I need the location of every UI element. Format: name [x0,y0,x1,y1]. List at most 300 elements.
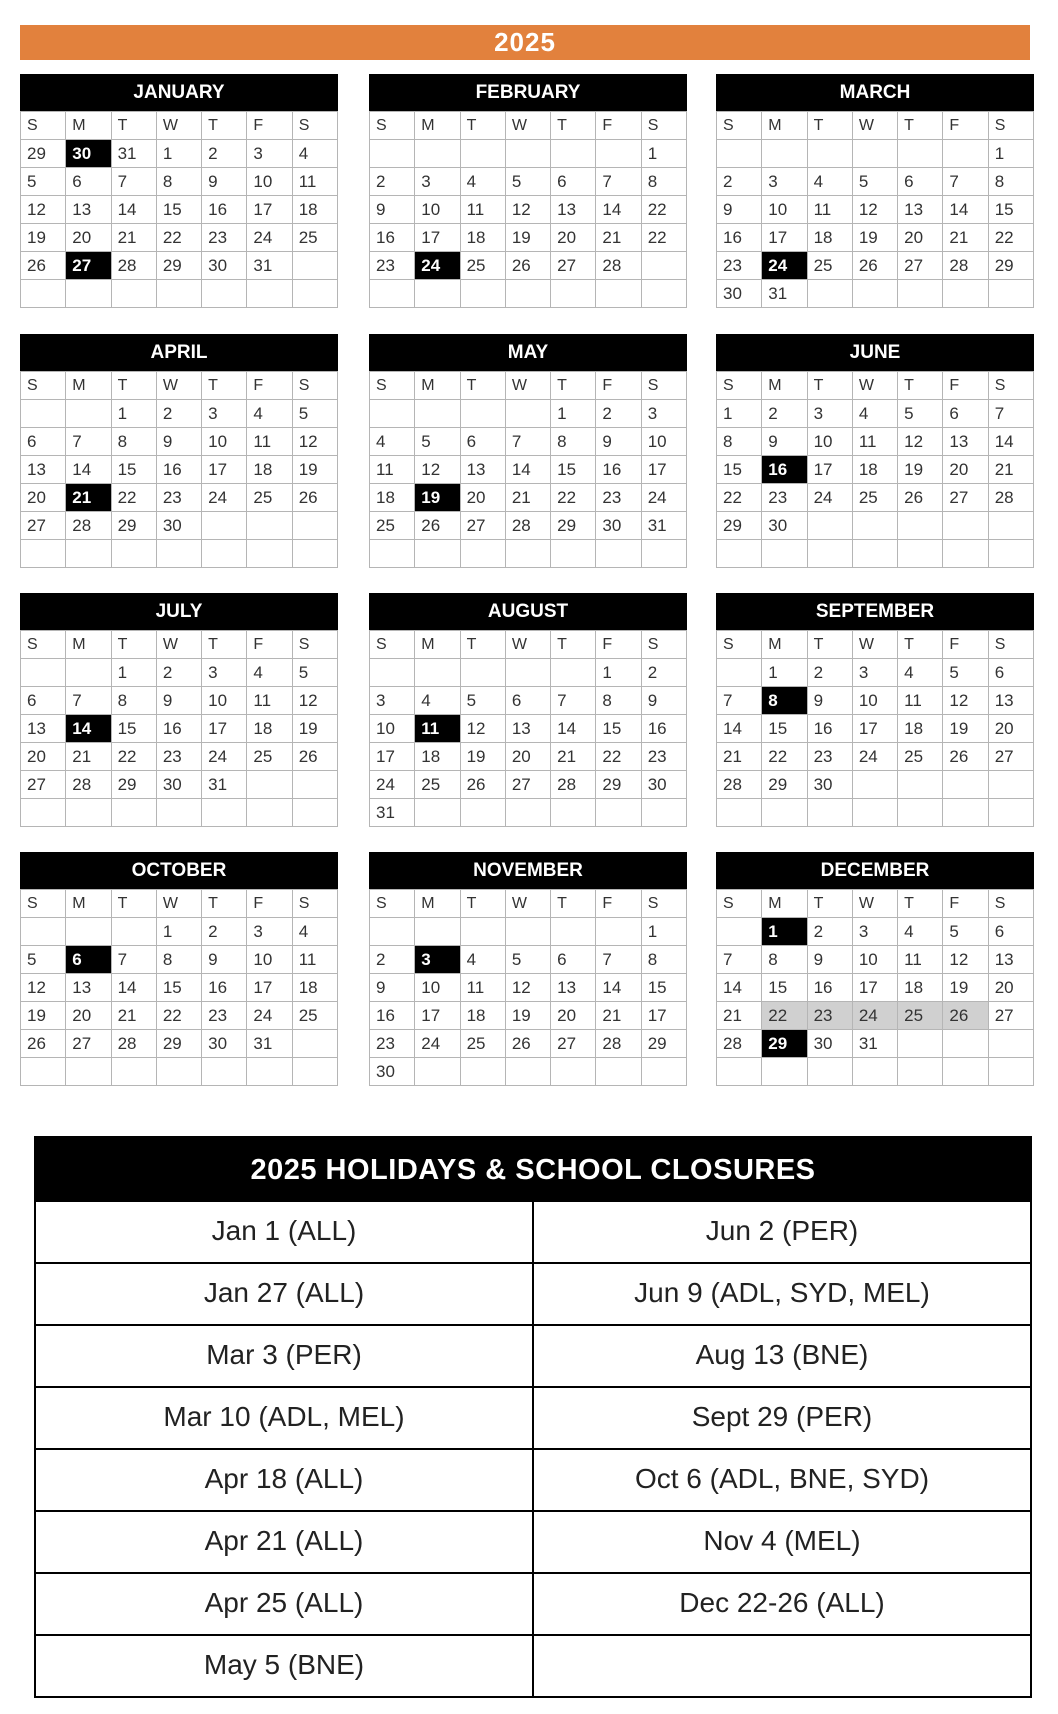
holiday-row [36,1386,1030,1448]
day-cell: 17 [852,715,897,743]
day-cell: 21 [111,224,156,252]
day-cell: 1 [111,400,156,428]
day-cell [505,280,550,308]
weekday-label: S [21,890,66,918]
week-row [717,771,1034,799]
weekday-label: F [247,890,292,918]
day-cell: 8 [551,428,596,456]
day-cell: 15 [641,974,686,1002]
day-cell [988,1030,1033,1058]
day-cell: 6 [943,400,988,428]
week-row [370,540,687,568]
weekday-label: T [551,631,596,659]
day-cell: 5 [21,946,66,974]
day-cell [852,799,897,827]
day-cell: 17 [370,743,415,771]
day-cell: 15 [156,974,201,1002]
weekday-label: F [247,372,292,400]
day-cell [988,771,1033,799]
day-cell: 30 [202,252,247,280]
week-row [717,659,1034,687]
day-cell: 18 [247,715,292,743]
day-cell [943,771,988,799]
day-cell: 26 [415,512,460,540]
week-row [717,168,1034,196]
day-cell [943,140,988,168]
holiday-row [36,1572,1030,1634]
weekday-label: W [505,631,550,659]
day-cell [988,280,1033,308]
day-cell [717,918,762,946]
day-cell: 24 [247,224,292,252]
month-title: SEPTEMBER [716,593,1034,630]
day-cell [66,918,111,946]
day-cell: 28 [596,252,641,280]
day-cell [596,1058,641,1086]
day-cell: 18 [415,743,460,771]
day-cell [370,280,415,308]
day-cell: 29 [21,140,66,168]
day-cell [641,252,686,280]
holidays-table [34,1136,1032,1698]
weekday-label: F [943,631,988,659]
weekday-label: S [21,112,66,140]
day-cell: 11 [370,456,415,484]
day-cell: 6 [551,168,596,196]
day-cell [415,400,460,428]
day-cell: 9 [156,428,201,456]
day-cell: 1 [111,659,156,687]
day-cell: 27 [551,1030,596,1058]
week-row [370,484,687,512]
day-cell [415,799,460,827]
day-cell: 29 [596,771,641,799]
day-cell: 23 [370,1030,415,1058]
day-cell [66,799,111,827]
weekday-label: T [111,890,156,918]
week-row [21,974,338,1002]
day-cell: 20 [551,224,596,252]
day-cell: 5 [943,918,988,946]
day-cell: 17 [762,224,807,252]
day-cell [762,140,807,168]
week-row [370,799,687,827]
weekday-label: S [717,372,762,400]
day-cell: 24 [852,1002,897,1030]
week-row [370,280,687,308]
weekday-label: S [988,372,1033,400]
holiday-entry: Jan 27 (ALL) [36,1264,534,1324]
day-cell [852,771,897,799]
weekday-label: S [988,631,1033,659]
day-cell [505,400,550,428]
weekday-label: S [988,890,1033,918]
day-cell [21,400,66,428]
weekday-label: W [852,372,897,400]
month-title: AUGUST [369,593,687,630]
weekday-label: T [898,372,943,400]
day-cell: 13 [66,196,111,224]
day-cell: 5 [852,168,897,196]
day-cell: 6 [21,428,66,456]
day-cell [460,540,505,568]
day-cell: 17 [247,196,292,224]
day-cell: 9 [202,946,247,974]
month-april [20,334,338,568]
weekday-label: F [943,890,988,918]
day-cell: 18 [370,484,415,512]
day-cell [292,771,337,799]
day-cell: 2 [202,918,247,946]
day-cell: 19 [21,1002,66,1030]
day-cell: 10 [852,687,897,715]
day-cell: 17 [852,974,897,1002]
day-cell: 10 [762,196,807,224]
day-cell: 23 [717,252,762,280]
day-cell: 5 [943,659,988,687]
day-cell: 23 [641,743,686,771]
day-cell [415,918,460,946]
week-row [717,400,1034,428]
day-cell: 22 [156,224,201,252]
day-cell: 24 [247,1002,292,1030]
day-cell: 24 [807,484,852,512]
holiday-entry: Apr 25 (ALL) [36,1574,534,1634]
day-cell: 7 [943,168,988,196]
weekday-label: T [111,112,156,140]
weekday-label: F [943,112,988,140]
weekday-label: F [596,890,641,918]
holiday-entry: Apr 18 (ALL) [36,1450,534,1510]
week-row [370,456,687,484]
day-cell [370,140,415,168]
day-cell: 3 [202,659,247,687]
week-row [717,196,1034,224]
day-cell: 9 [156,687,201,715]
day-cell: 23 [202,224,247,252]
holiday-row [36,1324,1030,1386]
day-cell [898,1030,943,1058]
day-cell: 27 [21,771,66,799]
day-cell: 18 [898,715,943,743]
day-cell: 27 [505,771,550,799]
day-cell: 27 [943,484,988,512]
week-row [21,715,338,743]
day-cell [202,540,247,568]
day-cell [807,1058,852,1086]
day-cell: 17 [202,715,247,743]
day-cell: 23 [807,743,852,771]
day-cell: 25 [292,1002,337,1030]
day-cell: 31 [247,252,292,280]
day-cell [66,540,111,568]
day-cell: 3 [415,946,460,974]
day-cell [156,799,201,827]
day-cell: 21 [717,743,762,771]
day-cell [988,799,1033,827]
day-cell: 26 [943,743,988,771]
day-cell: 15 [111,456,156,484]
day-cell: 30 [717,280,762,308]
day-cell: 6 [21,687,66,715]
day-cell [415,140,460,168]
day-cell: 30 [641,771,686,799]
day-cell [551,659,596,687]
day-cell: 11 [292,168,337,196]
day-cell [898,540,943,568]
day-cell: 18 [292,196,337,224]
week-row [717,1058,1034,1086]
day-cell: 19 [292,715,337,743]
weekday-label: S [717,112,762,140]
day-cell: 7 [111,168,156,196]
weekday-label: M [415,631,460,659]
holiday-row [36,1634,1030,1696]
day-cell: 13 [898,196,943,224]
day-cell: 26 [852,252,897,280]
day-cell [111,540,156,568]
day-cell [898,140,943,168]
weekday-label: T [460,372,505,400]
day-cell: 28 [66,512,111,540]
day-cell [505,140,550,168]
week-row [370,659,687,687]
day-cell: 20 [898,224,943,252]
day-cell [247,540,292,568]
day-cell [943,1058,988,1086]
day-cell [415,540,460,568]
month-october [20,852,338,1086]
day-cell: 16 [596,456,641,484]
holiday-row [36,1202,1030,1262]
day-cell: 10 [202,428,247,456]
day-cell: 26 [292,743,337,771]
weekday-label: F [596,372,641,400]
day-cell: 2 [156,400,201,428]
holiday-row [36,1262,1030,1324]
week-row [370,918,687,946]
day-cell [943,280,988,308]
day-cell: 25 [292,224,337,252]
day-cell: 31 [852,1030,897,1058]
day-cell: 20 [551,1002,596,1030]
day-cell: 28 [717,771,762,799]
day-cell [460,1058,505,1086]
day-cell: 12 [21,974,66,1002]
day-cell [292,1030,337,1058]
day-cell: 13 [943,428,988,456]
week-row [21,484,338,512]
day-cell: 28 [111,1030,156,1058]
month-title: APRIL [20,334,338,371]
day-cell: 27 [66,252,111,280]
day-cell: 23 [807,1002,852,1030]
day-cell: 1 [988,140,1033,168]
weekday-label: W [852,890,897,918]
holidays-title: 2025 HOLIDAYS & SCHOOL CLOSURES [36,1138,1030,1202]
week-row [21,946,338,974]
day-cell: 21 [596,1002,641,1030]
day-cell: 1 [762,918,807,946]
day-cell [852,1058,897,1086]
day-cell: 1 [156,918,201,946]
weekday-label: S [641,631,686,659]
day-cell: 11 [460,974,505,1002]
day-cell: 4 [370,428,415,456]
day-cell: 5 [505,168,550,196]
day-cell: 16 [370,1002,415,1030]
day-cell [111,280,156,308]
day-cell: 21 [66,484,111,512]
day-cell: 10 [370,715,415,743]
day-cell: 7 [988,400,1033,428]
day-cell [247,1058,292,1086]
day-cell: 22 [641,196,686,224]
weekday-label: S [21,631,66,659]
day-cell: 26 [21,252,66,280]
day-cell: 8 [596,687,641,715]
day-cell: 25 [898,1002,943,1030]
day-cell: 3 [641,400,686,428]
day-cell: 2 [717,168,762,196]
day-cell: 1 [156,140,201,168]
day-cell: 11 [292,946,337,974]
day-cell: 25 [852,484,897,512]
holiday-entry: Sept 29 (PER) [691,1401,873,1432]
day-cell: 22 [156,1002,201,1030]
day-cell: 29 [111,512,156,540]
day-cell [852,512,897,540]
holiday-row [36,1448,1030,1510]
weekday-label: T [202,372,247,400]
day-cell: 12 [505,196,550,224]
day-cell: 19 [505,1002,550,1030]
day-cell: 6 [66,946,111,974]
day-cell: 7 [596,946,641,974]
day-cell: 9 [370,196,415,224]
week-row [370,168,687,196]
day-cell: 24 [641,484,686,512]
day-cell: 27 [66,1030,111,1058]
day-cell: 1 [596,659,641,687]
day-cell [551,799,596,827]
day-cell: 7 [66,687,111,715]
day-cell [641,1058,686,1086]
weekday-label: M [762,890,807,918]
day-cell: 2 [596,400,641,428]
day-cell: 24 [415,252,460,280]
day-cell: 19 [460,743,505,771]
weekday-label: S [292,372,337,400]
day-cell: 18 [292,974,337,1002]
week-row [21,1030,338,1058]
day-cell: 6 [988,659,1033,687]
week-row [370,512,687,540]
day-cell: 26 [943,1002,988,1030]
weekday-label: M [762,112,807,140]
day-cell: 5 [898,400,943,428]
day-cell [551,1058,596,1086]
day-cell: 20 [21,743,66,771]
day-cell: 3 [852,659,897,687]
day-cell: 8 [641,168,686,196]
week-row [21,224,338,252]
day-cell: 21 [988,456,1033,484]
month-title: MARCH [716,74,1034,111]
day-cell: 30 [156,771,201,799]
day-cell [415,659,460,687]
day-cell: 27 [21,512,66,540]
day-cell: 14 [111,196,156,224]
day-cell: 27 [551,252,596,280]
day-cell: 7 [111,946,156,974]
day-cell: 2 [807,659,852,687]
day-cell: 9 [202,168,247,196]
week-row [717,918,1034,946]
day-cell [111,799,156,827]
weekday-label: T [807,890,852,918]
day-cell [505,659,550,687]
day-cell: 14 [717,715,762,743]
day-cell: 15 [717,456,762,484]
week-row [370,715,687,743]
day-cell: 31 [641,512,686,540]
day-cell: 24 [202,484,247,512]
day-cell: 28 [596,1030,641,1058]
day-cell: 23 [596,484,641,512]
day-cell [988,540,1033,568]
day-cell: 4 [460,168,505,196]
day-cell: 18 [460,224,505,252]
week-row [370,140,687,168]
day-cell [762,1058,807,1086]
day-cell: 20 [943,456,988,484]
day-cell [641,280,686,308]
day-cell: 8 [988,168,1033,196]
week-row [370,687,687,715]
day-cell [21,659,66,687]
day-cell: 13 [551,974,596,1002]
day-cell [596,799,641,827]
day-cell: 27 [898,252,943,280]
week-row [21,196,338,224]
weekday-label: S [370,631,415,659]
day-cell: 13 [21,715,66,743]
day-cell [641,799,686,827]
day-cell: 14 [66,715,111,743]
week-row [717,224,1034,252]
day-cell [596,140,641,168]
weekday-label: W [156,112,201,140]
day-cell: 19 [21,224,66,252]
day-cell: 25 [807,252,852,280]
day-cell [415,280,460,308]
day-cell: 6 [460,428,505,456]
day-cell [505,918,550,946]
day-cell [852,280,897,308]
day-cell [111,1058,156,1086]
weekday-label: S [370,112,415,140]
weekday-label: S [292,631,337,659]
day-cell: 2 [762,400,807,428]
day-cell: 13 [21,456,66,484]
day-cell: 6 [898,168,943,196]
month-february [369,74,687,308]
day-cell [460,140,505,168]
day-cell: 29 [762,1030,807,1058]
week-row [717,946,1034,974]
weekday-label: S [370,890,415,918]
